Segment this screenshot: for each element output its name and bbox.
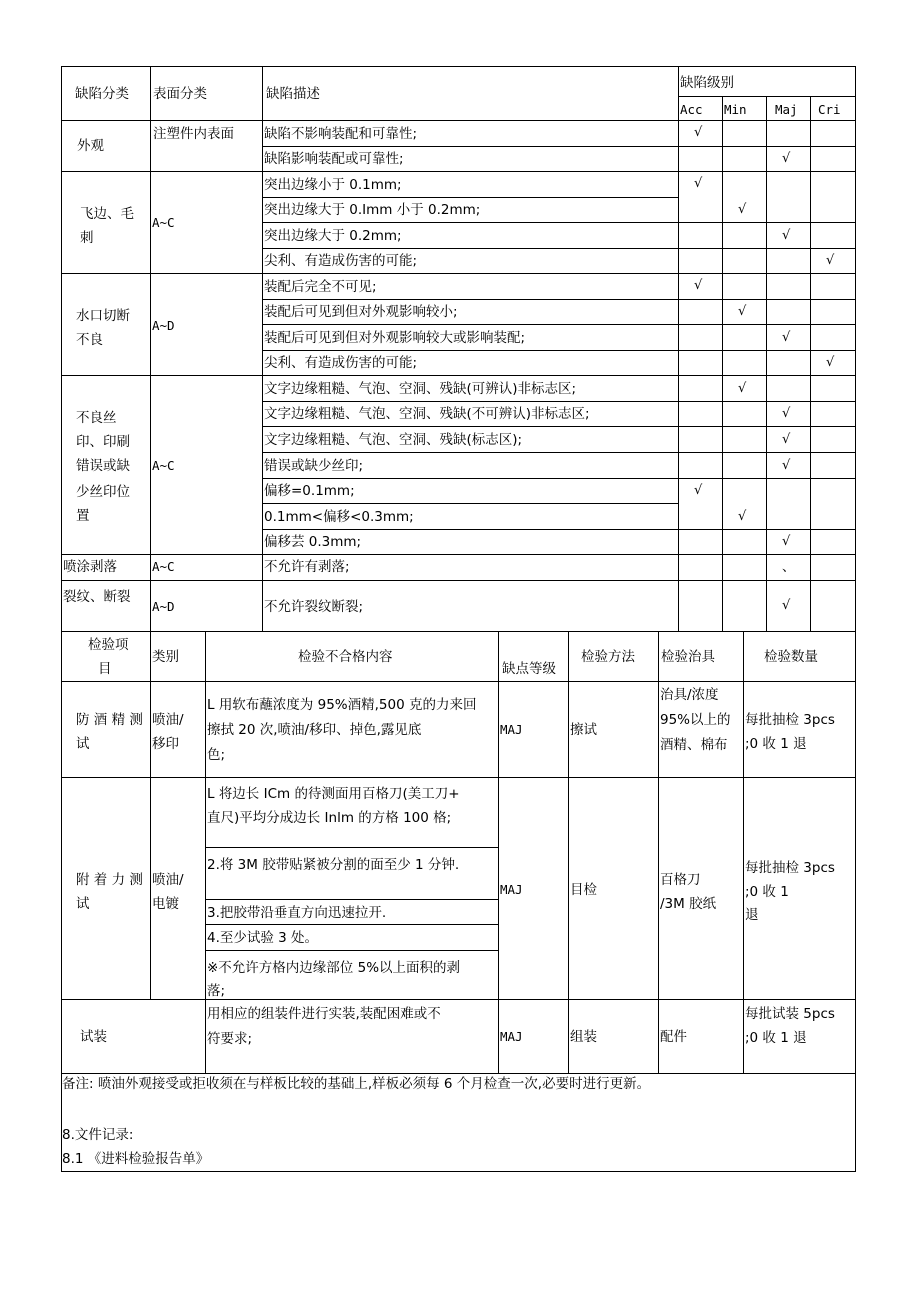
test-item-alcohol-2: 试 — [76, 736, 90, 752]
check-mark: √ — [826, 253, 835, 268]
quantity-line: 每批抽检 3pcs — [745, 860, 835, 876]
header-defect-description: 缺陷描述 — [266, 86, 320, 102]
quantity-line: 每批抽检 3pcs — [745, 712, 835, 728]
header-surface-category: 表面分类 — [153, 86, 207, 102]
step4: 4.至少试验 3 处。 — [207, 930, 319, 946]
check-mark: √ — [782, 151, 791, 166]
header-maj: Maj — [775, 102, 798, 117]
category-flash-burr: 飞边、毛 — [80, 206, 134, 222]
check-mark: √ — [782, 228, 791, 243]
desc-row: 偏移芸 0.3mm; — [264, 534, 362, 550]
desc-row: 缺陷不影响装配和可靠性; — [264, 126, 418, 142]
remark-text: 备注: 喷油外观接受或拒收须在与样板比较的基础上,样板必须每 6 个月检查一次,必要时进行更新。 — [62, 1076, 651, 1092]
check-mark: √ — [738, 381, 747, 396]
step3: 3.把胶带沿垂直方向迅速拉开. — [207, 905, 387, 921]
fixture-line: 治具/浓度 — [660, 687, 719, 703]
grade-alcohol: MAJ — [500, 722, 523, 737]
check-mark: √ — [782, 534, 791, 549]
content-line: 色; — [207, 747, 226, 763]
fixture-line: 95%以上的 — [660, 712, 731, 728]
method-alcohol: 擦试 — [570, 722, 597, 738]
check-mark: √ — [694, 125, 703, 140]
category-printing-line5: 置 — [76, 508, 90, 524]
surface-appearance: 注塑件内表面 — [153, 126, 234, 142]
category-printing-line1: 不良丝 — [76, 410, 117, 426]
content-line: 符要求; — [207, 1031, 253, 1047]
quantity-line: 退 — [745, 907, 759, 923]
type-adhesion: 喷油/ — [152, 872, 184, 888]
records-item: 8.1 《进料检验报告单》 — [62, 1151, 210, 1167]
category-gate-cut-2: 不良 — [76, 332, 103, 348]
desc-row: 0.1mm<偏移<0.3mm; — [264, 509, 414, 525]
test-item-adhesion-2: 试 — [76, 896, 90, 912]
surface-crack: A~D — [152, 599, 175, 614]
desc-row: 突出边缘小于 0.1mm; — [264, 177, 402, 193]
quantity-line: 每批试装 5pcs — [745, 1006, 835, 1022]
category-printing-line3: 错误或缺 — [76, 458, 130, 474]
desc-row: 尖利、有造成伤害的可能; — [264, 355, 418, 371]
header-defect-category: 缺陷分类 — [75, 86, 129, 102]
desc-row: 尖利、有造成伤害的可能; — [264, 253, 418, 269]
header-grade: 缺点等级 — [502, 661, 556, 677]
header-test-item: 检验项 — [88, 637, 129, 653]
check-mark-comma: 、 — [782, 560, 796, 575]
surface-printing: A~C — [152, 458, 175, 473]
step1-line: L 将边长 ICm 的待测面用百格刀(美工刀+ — [207, 786, 460, 802]
category-crack: 裂纹、断裂 — [63, 589, 131, 605]
grade-adhesion: MAJ — [500, 882, 523, 897]
surface-flash-burr: A~C — [152, 215, 175, 230]
method-assembly: 组装 — [570, 1029, 597, 1045]
surface-gate-cut: A~D — [152, 318, 175, 333]
check-mark: √ — [782, 406, 791, 421]
note-line: ※不允许方格内边缘部位 5%以上面积的剥 — [207, 960, 461, 976]
check-mark: √ — [738, 202, 747, 217]
fixture-line: 百格刀 — [660, 872, 701, 888]
quantity-line: ;0 收 1 退 — [745, 1030, 807, 1046]
desc-row: 不允许裂纹断裂; — [264, 599, 364, 615]
check-mark: √ — [782, 598, 791, 613]
step1-line: 直尺)平均分成边长 Inlm 的方格 100 格; — [207, 810, 452, 826]
fixture-line: 酒精、棉布 — [660, 737, 728, 753]
desc-row: 文字边缘粗糙、气泡、空洞、残缺(可辨认)非标志区; — [264, 381, 577, 397]
check-mark: √ — [782, 330, 791, 345]
desc-row: 装配后可见到但对外观影响较大或影响装配; — [264, 330, 526, 346]
check-mark: √ — [738, 509, 747, 524]
check-mark: √ — [738, 304, 747, 319]
grade-assembly: MAJ — [500, 1029, 523, 1044]
header-type: 类别 — [152, 649, 179, 665]
header-acc: Acc — [680, 102, 703, 117]
records-title: 8.文件记录: — [62, 1127, 134, 1143]
method-adhesion: 目检 — [570, 882, 597, 898]
header-quantity: 检验数量 — [764, 649, 818, 665]
check-mark: √ — [782, 458, 791, 473]
content-line: 擦拭 20 次,喷油/移印、掉色,露见底 — [207, 722, 422, 738]
quantity-line: ;0 收 1 — [745, 884, 789, 900]
step2: 2.将 3M 胶带贴紧被分割的面至少 1 分钟. — [207, 857, 460, 873]
type-adhesion-2: 电镀 — [152, 896, 179, 912]
check-mark: √ — [782, 432, 791, 447]
type-alcohol-2: 移印 — [152, 736, 179, 752]
desc-row: 错误或缺少丝印; — [264, 458, 364, 474]
category-coating-peel: 喷涂剥落 — [63, 559, 117, 575]
check-mark: √ — [694, 176, 703, 191]
header-content: 检验不合格内容 — [298, 649, 393, 665]
desc-row: 装配后可见到但对外观影响较小; — [264, 304, 458, 320]
category-appearance: 外观 — [77, 138, 104, 154]
header-fixture: 检验治具 — [661, 649, 715, 665]
header-cri: Cri — [818, 102, 841, 117]
header-test-item-2: 目 — [98, 661, 112, 677]
content-line: L 用软布蘸浓度为 95%酒精,500 克的力来回 — [207, 697, 477, 713]
quantity-line: ;0 收 1 退 — [745, 736, 807, 752]
fixture-assembly: 配件 — [660, 1029, 687, 1045]
check-mark: √ — [694, 483, 703, 498]
surface-coating-peel: A~C — [152, 559, 175, 574]
header-min: Min — [724, 102, 747, 117]
desc-row: 偏移=0.1mm; — [264, 483, 355, 499]
note-line: 落; — [207, 983, 226, 999]
fixture-line: /3M 胶纸 — [660, 896, 717, 912]
header-defect-level: 缺陷级别 — [680, 75, 734, 91]
desc-row: 突出边缘大于 0.2mm; — [264, 228, 402, 244]
desc-row: 不允许有剥落; — [264, 559, 350, 575]
category-printing-line4: 少丝印位 — [76, 484, 130, 500]
desc-row: 文字边缘粗糙、气泡、空洞、残缺(不可辨认)非标志区; — [264, 406, 590, 422]
category-flash-burr-2: 刺 — [80, 230, 94, 246]
test-item-alcohol: 防 酒 精 测 — [76, 712, 143, 728]
test-item-assembly: 试装 — [80, 1029, 107, 1045]
type-alcohol: 喷油/ — [152, 712, 184, 728]
category-printing-line2: 印、印刷 — [76, 434, 130, 450]
test-item-adhesion: 附 着 力 测 — [76, 872, 143, 888]
category-gate-cut: 水口切断 — [76, 308, 130, 324]
desc-row: 装配后完全不可见; — [264, 279, 377, 295]
header-method: 检验方法 — [581, 649, 635, 665]
desc-row: 突出边缘大于 0.Imm 小于 0.2mm; — [264, 202, 481, 218]
desc-row: 文字边缘粗糙、气泡、空洞、残缺(标志区); — [264, 432, 523, 448]
desc-row: 缺陷影响装配或可靠性; — [264, 151, 404, 167]
content-line: 用相应的组装件进行实装,装配困难或不 — [207, 1006, 441, 1022]
check-mark: √ — [826, 355, 835, 370]
check-mark: √ — [694, 278, 703, 293]
